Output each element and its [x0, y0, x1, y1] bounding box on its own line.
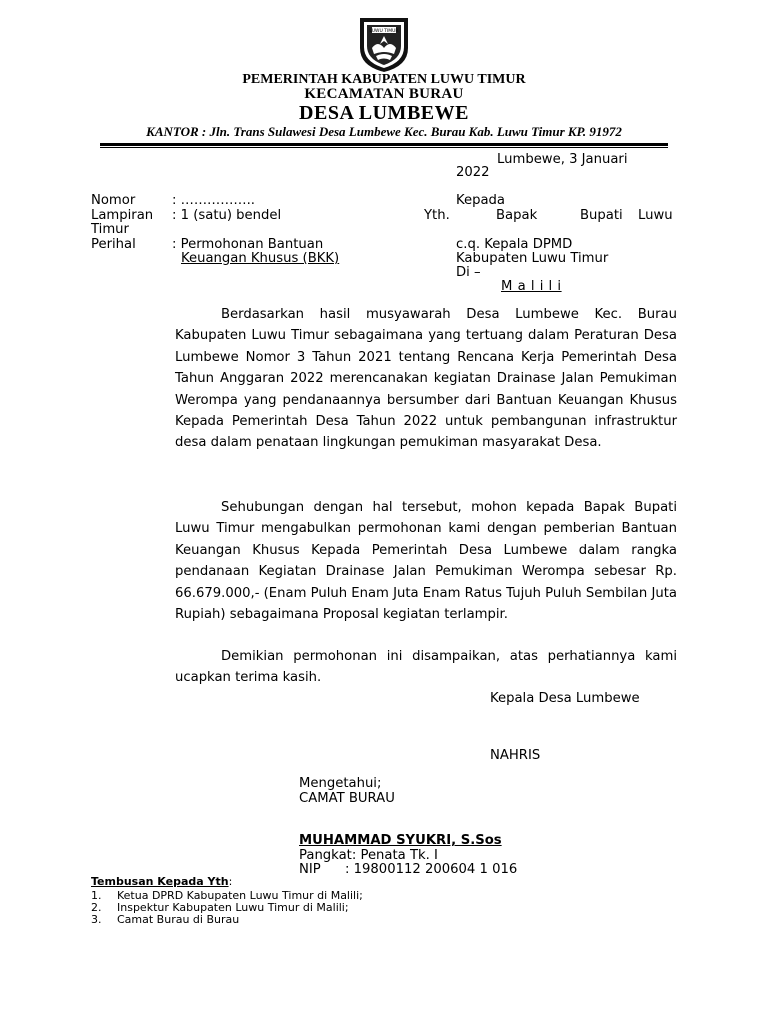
tembusan-heading: Tembusan Kepada Yth: — [91, 875, 233, 888]
recipient-luwu: Luwu — [638, 208, 673, 223]
body-paragraph-2: Sehubungan dengan hal tersebut, mohon kepada Bapak Bupati Luwu Timur mengabulkan permohonan kami dengan pemberian Bantuan Keuangan Khusus Kepada Pemerintah Desa Lumbewe dalam rangka pendanaan Kegiatan Drainase Jalan Pemukiman Werompa sebesar Rp. 66.679.000,- (Enam Puluh Enam Juta Enam Ratus Tujuh Puluh Sembilan Juta Rupiah) sebagaimana Proposal kegiatan terlampir. — [175, 500, 677, 623]
tembusan-item: Camat Burau di Burau — [117, 913, 240, 926]
body-paragraph-1: Berdasarkan hasil musyawarah Desa Lumbewe Kec. Burau Kabupaten Luwu Timur sebagaimana yang tertuang dalam Peraturan Desa Lumbewe Nomor 3 Tahun 2021 tentang Rencana Kerja Pemerintah Desa Tahun Anggaran 2022 merencanakan kegiatan Drainase Jalan Pemukiman Werompa yang pendanaannya bersumber dari Bantuan Keuangan Khusus Kepada Pemerintah Desa Tahun 2022 untuk pembangunan infrastruktur desa dalam penataan lingkungan pemukiman masyarakat Desa. — [175, 307, 677, 451]
recipient-bapak: Bapak — [496, 208, 538, 223]
recipient-kepada: Kepada — [456, 193, 506, 208]
letterhead-address: KANTOR : Jln. Trans Sulawesi Desa Lumbewe Kec. Burau Kab. Luwu Timur KP. 91972 — [146, 124, 622, 139]
recipient-regency: Kabupaten Luwu Timur — [456, 251, 609, 266]
letterhead-government: PEMERINTAH KABUPATEN LUWU TIMUR — [242, 72, 526, 87]
recipient-yth: Yth. — [424, 208, 450, 223]
tembusan-item-number: 1. — [91, 889, 102, 902]
tembusan-item-number: 3. — [91, 913, 102, 926]
approval-mengetahui: Mengetahui; — [299, 776, 382, 791]
perihal-value: : Permohonan Bantuan — [172, 237, 324, 252]
letterhead-village: DESA LUMBEWE — [299, 102, 469, 124]
nomor-value: : …………….. — [172, 193, 255, 208]
recipient-timur: Timur — [91, 222, 129, 237]
perihal-label: Perihal — [91, 237, 136, 252]
tembusan-item: Inspektur Kabupaten Luwu Timur di Malili; — [117, 901, 349, 914]
letter-date-year: 2022 — [456, 165, 490, 180]
perihal-value-subject: Keuangan Khusus (BKK) — [181, 251, 340, 266]
approver-nip-value: : 19800112 200604 1 016 — [345, 862, 518, 877]
recipient-cq: c.q. Kepala DPMD — [456, 237, 573, 252]
letterhead-thick-rule — [100, 143, 668, 146]
letterhead-thin-rule — [100, 147, 668, 148]
signatory-position: Kepala Desa Lumbewe — [490, 691, 640, 706]
signatory-name: NAHRIS — [490, 748, 541, 763]
letter-date: Lumbewe, 3 Januari — [497, 152, 628, 167]
letterhead-district: KECAMATAN BURAU — [304, 86, 464, 102]
lampiran-label: Lampiran — [91, 208, 154, 223]
tembusan-item-number: 2. — [91, 901, 102, 914]
body-paragraph-3: Demikian permohonan ini disampaikan, atas perhatiannya kami ucapkan terima kasih. — [175, 649, 677, 686]
approver-name: MUHAMMAD SYUKRI, S.Sos — [299, 833, 502, 848]
regency-emblem-logo — [356, 14, 412, 74]
recipient-bupati: Bupati — [580, 208, 623, 223]
lampiran-value: : 1 (satu) bendel — [172, 208, 282, 223]
nomor-label: Nomor — [91, 193, 136, 208]
approver-rank: Pangkat: Penata Tk. I — [299, 848, 438, 863]
tembusan-item: Ketua DPRD Kabupaten Luwu Timur di Malili; — [117, 889, 363, 902]
approver-nip-label: NIP — [299, 862, 321, 877]
recipient-di: Di – — [456, 265, 481, 280]
logo-lettering: LUWU TIMUR — [369, 29, 399, 34]
recipient-city: M a l i l i — [501, 279, 562, 294]
approval-title: CAMAT BURAU — [299, 791, 395, 806]
